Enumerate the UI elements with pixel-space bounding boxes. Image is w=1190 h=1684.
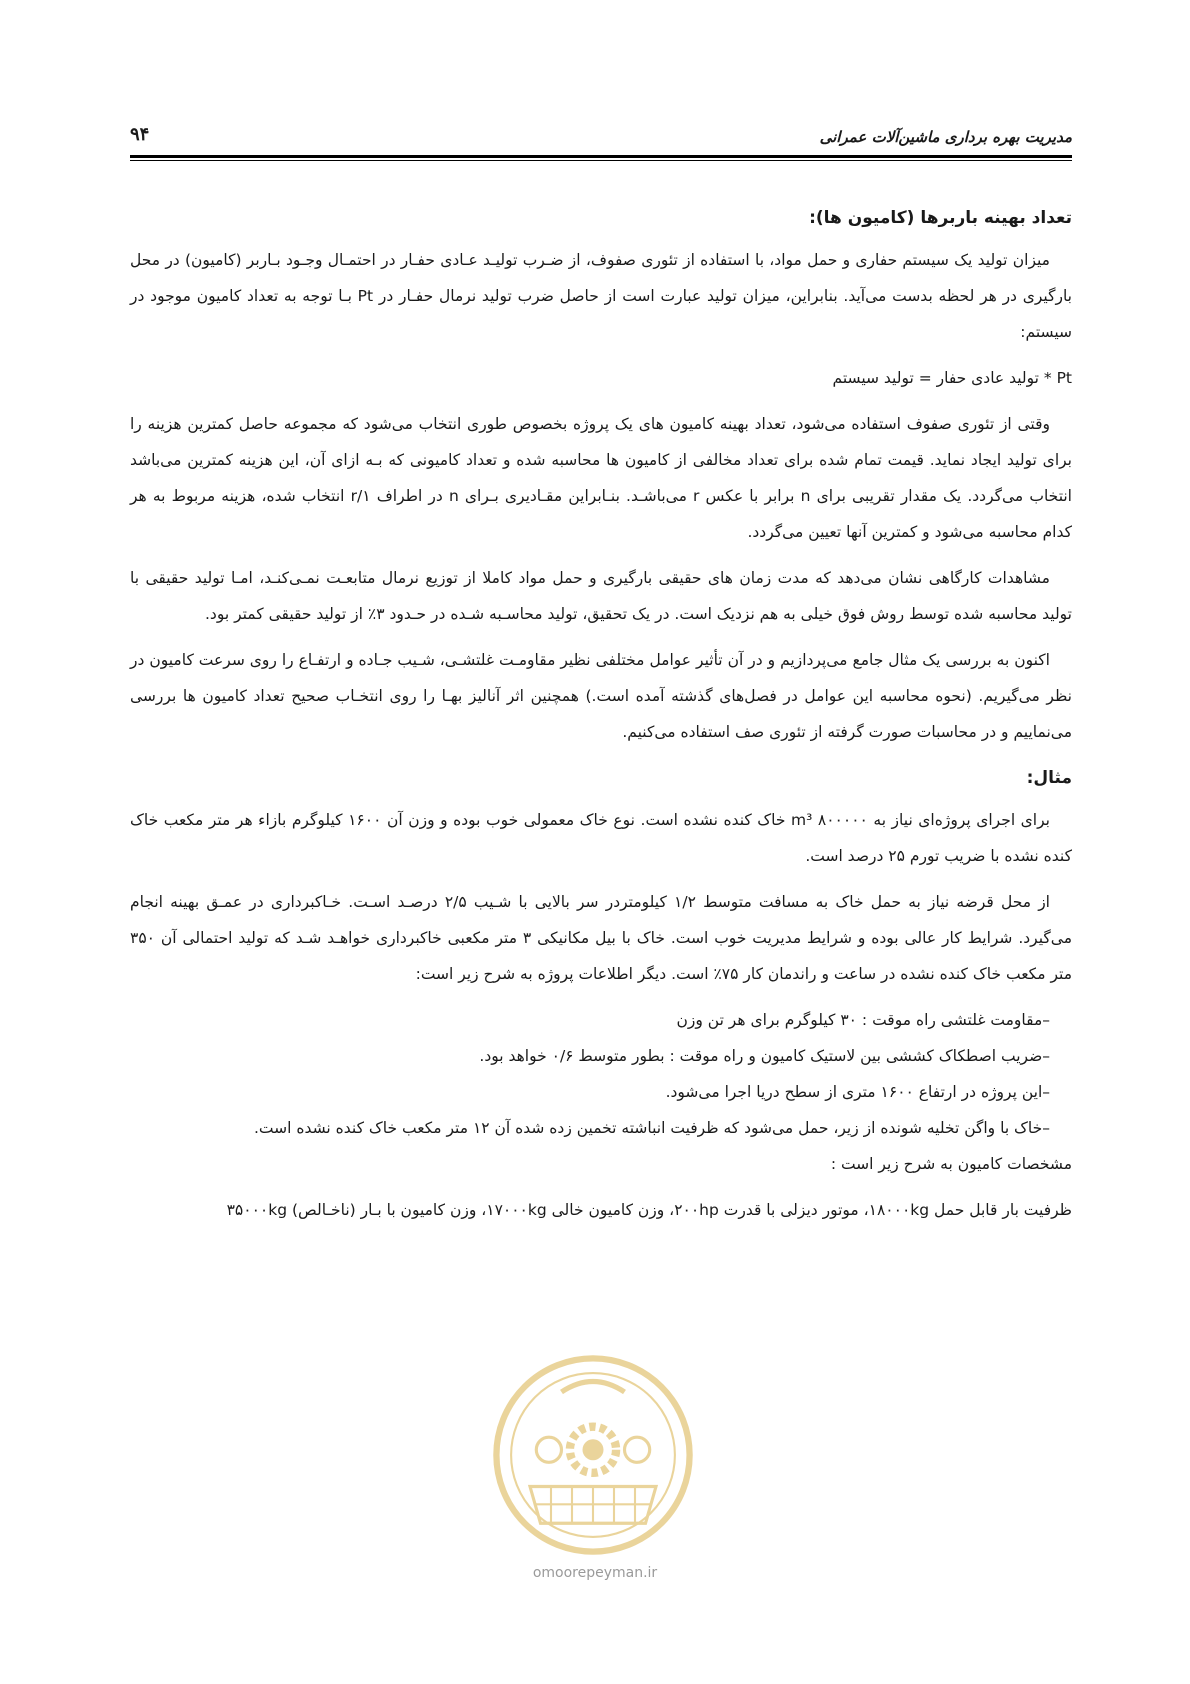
list-item: –خاک با واگن تخلیه شونده از زیر، حمل می‌شود که ظرفیت انباشته تخمین زده شده آن ۱۲ متر مکعب خاک کنده نشده است. [253, 1119, 1050, 1137]
header-rule-thin [130, 160, 1072, 161]
example-paragraph-2: از محل قرضه نیاز به حمل خاک به مسافت متوسط ۱/۲ کیلومتردر سر بالایی با شـیب ۲/۵ درصـد اسـت. خـاکبرداری در عمـق بهینه انجام می‌گیرد. شرایط کار عالی بوده و شرایط مدیریت خوب است. خاک با بیل مکانیکی ۳ متر مکعبی خاکبرداری خواهـد شـد که تولید احتمالی آن ۳۵۰ متر مکعب خاک کنده نشده در ساعت و راندمان کار ۷۵٪ است. دیگر اطلاعات پروژه به شرح زیر است: [130, 893, 1073, 983]
paragraph-3: مشاهدات کارگاهی نشان می‌دهد که مدت زمان های حقیقی بارگیری و حمل مواد کاملا از توزیع نرمال متابعـت نمـی‌کنـد، امـا تولید حقیقی با تولید محاسبه شده توسط روش فوق خیلی به هم نزدیک است. در یک تحقیق، تولید محاسـبه شـده در حـدود ۳٪ از تولید حقیقی کمتر بود. [130, 569, 1072, 623]
watermark-url: omoorepeyman.ir [532, 1565, 658, 1581]
running-header-title: مدیریت بهره برداری ماشین‌آلات عمرانی [819, 128, 1072, 146]
paragraph-1: میزان تولید یک سیستم حفاری و حمل مواد، با استفاده از تئوری صفوف، از ضـرب تولیـد عـادی حفـار در احتمـال وجـود بـاربر (کامیون) در محل بارگیری در هر لحظه بدست می‌آید. بنابراین، میزان تولید عبارت است از حاصل ضرب تولید نرمال حفـار در Pt بـا توجه به تعداد کامیون موجود در سیستم: [130, 251, 1072, 341]
truck-specs: ظرفیت بار قابل حمل ۱۸۰۰۰kg، موتور دیزلی با قدرت ۲۰۰hp، وزن کامیون خالی ۱۷۰۰۰kg، وزن کامیون با بـار (ناخـالص) ۳۵۰۰۰kg [226, 1201, 1072, 1219]
list-item: –این پروژه در ارتفاع ۱۶۰۰ متری از سطح دریا اجرا می‌شود. [665, 1083, 1050, 1101]
document-body [130, 200, 1072, 1238]
page-number: ۹۴ [130, 124, 150, 145]
example-heading: مثال: [1026, 768, 1072, 788]
truck-specs-intro: مشخصات کامیون به شرح زیر است : [830, 1155, 1072, 1173]
list-item: –ضریب اصطکاک کششی بین لاستیک کامیون و راه موقت : بطور متوسط ۰/۶ خواهد بود. [479, 1047, 1050, 1065]
example-paragraph-1: برای اجرای پروژه‌ای نیاز به ۸۰۰۰۰۰ m³ خاک کنده نشده است. نوع خاک معمولی خوب بوده و وزن آن ۱۶۰۰ کیلوگرم بازاء هر متر مکعب خاک کنده نشده با ضریب تورم ۲۵ درصد است. [130, 811, 1072, 865]
formula-line: Pt * تولید عادی حفار = تولید سیستم [832, 369, 1072, 387]
paragraph-2: وقتی از تئوری صفوف استفاده می‌شود، تعداد بهینه کامیون های یک پروژه بخصوص طوری انتخاب می‌شود که مجموعه حاصل کمترین هزینه را برای تولید ایجاد نماید. قیمت تمام شده برای تعداد مخالفی از کامیون ها محاسبه شده و تعداد کامیونی که بـه ازای آن، این هزینه کمترین می‌باشد انتخاب می‌گردد. یک مقدار تقریبی برای n برابر با عکس r می‌باشـد. بنـابراین مقـادیری بـرای n در اطراف ۱/r انتخاب شده، هزینه مربوط به هر کدام محاسبه می‌شود و کمترین آنها تعیین می‌گردد. [130, 415, 1072, 541]
header-rule-thick [130, 155, 1072, 158]
paragraph-4: اکنون به بررسی یک مثال جامع می‌پردازیم و در آن تأثیر عوامل مختلفی نظیر مقاومـت غلتشـی، شـیب جـاده و ارتفـاع را روی سرعت کامیون در نظر می‌گیریم. (نحوه محاسبه این عوامل در فصل‌های گذشته آمده است.) همچنین اثر آنالیز بهـا را روی انتخـاب صحیح تعداد کامیون ها بررسی می‌نماییم و در محاسبات صورت گرفته از تئوری صف استفاده می‌کنیم. [130, 651, 1072, 741]
section-heading: تعداد بهینه باربرها (کامیون ها): [809, 208, 1072, 228]
list-item: –مقاومت غلتشی راه موقت : ۳۰ کیلوگرم برای هر تن وزن [676, 1011, 1050, 1029]
page-header [130, 120, 1072, 156]
watermark-logo-icon [488, 1350, 698, 1560]
